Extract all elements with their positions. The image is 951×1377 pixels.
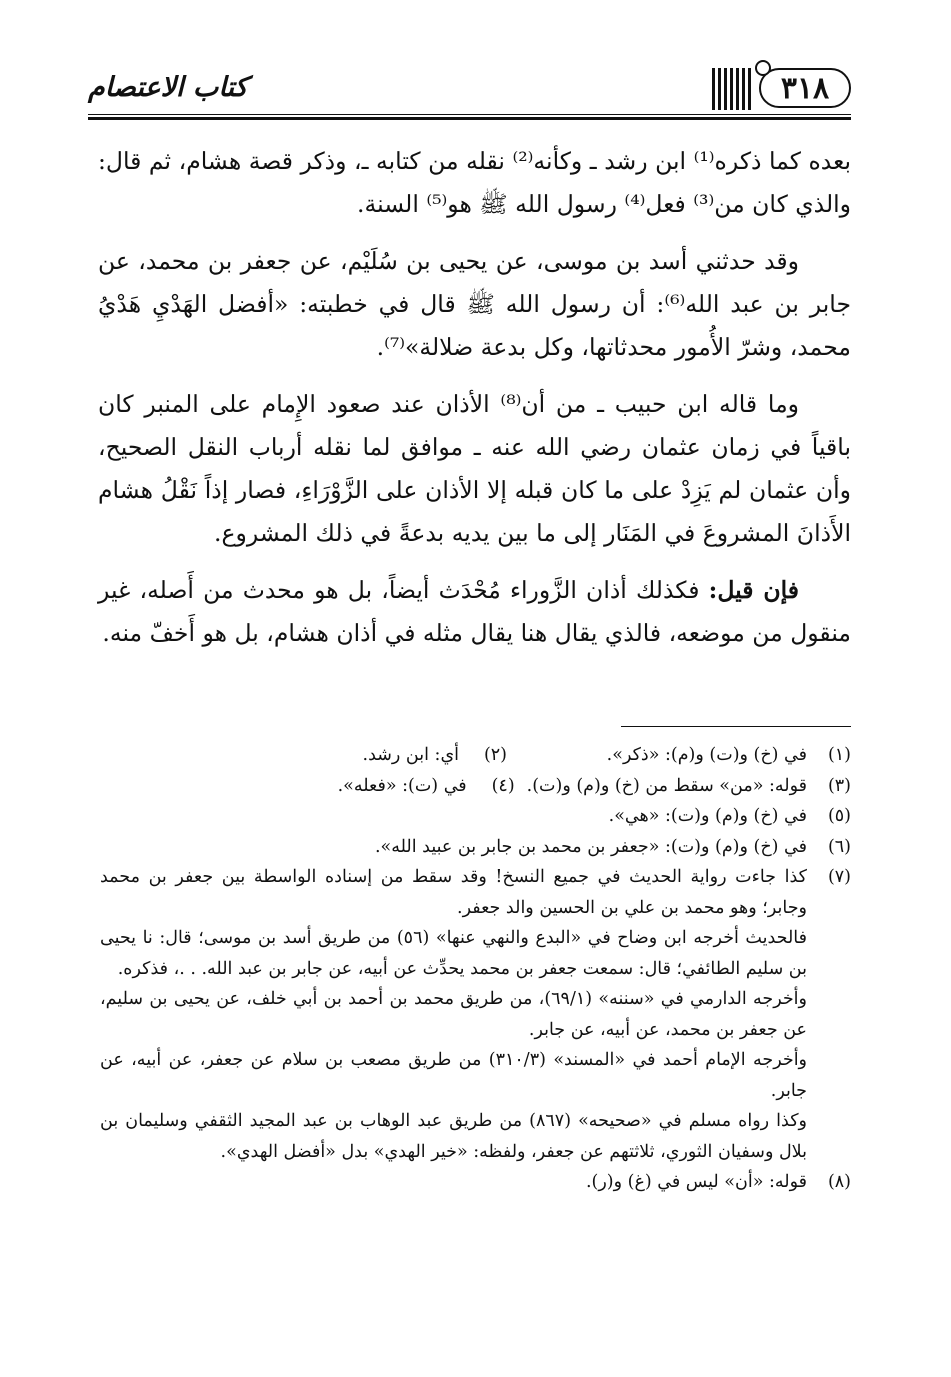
footnote-number: (٥) (827, 806, 851, 826)
page-number: ٣١٨ (759, 68, 851, 108)
main-text (98, 140, 851, 669)
paragraph-3: وما قاله ابن حبيب ـ من أن⁽⁸⁾ الأذان عند صعود الإِمام على المنبر كان باقياً في زمان عثمان رضي الله عنه ـ موافق لما نقله أرباب النقل الصحيح، وأن عثمان لم يَزِدْ على ما كان قبله إلا الأذان على الزَّوْرَاءِ، فصار إذاً نَقْلُ هشام الأَذانَ المشروعَ في المَنَار إلى ما بين يديه بدعةً في ذلك المشروع. (98, 390, 851, 547)
footnote-text: وكذا رواه مسلم في «صحيحه» (٨٦٧) من طريق عبد الوهاب بن عبد المجيد الثقفي وسليمان بن بلال وسفيان الثوري، ثلاثتهم عن جعفر، ولفظه: «خير الهدي» بدل «أفضل الهدي». (100, 1111, 808, 1162)
footnote-7-body (100, 862, 807, 1167)
paragraph-2: وقد حدثني أسد بن موسى، عن يحيى بن سُلَيْم، عن جعفر بن محمد، عن جابر بن عبد الله⁽⁶⁾: أن رسول الله ﷺ قال في خطبته: «أفضل الهَدْيِ هَدْيُ محمد، وشرّ الأُمور محدثاتها، وكل بدعة ضلالة»⁽⁷⁾. (98, 247, 851, 361)
header-ornament (711, 68, 751, 110)
book-title: كتاب الاعتصام (88, 72, 248, 103)
footnote-8 (100, 1167, 851, 1198)
footnote-text: قوله: «من» سقط من (خ) و(م) و(ت). (526, 775, 807, 796)
footnote-number: (٧) (827, 867, 851, 887)
footnote-1-2 (100, 740, 851, 771)
footnote-number: (٣) (827, 775, 851, 796)
footnote-text: وأخرجه الدارمي في «سننه» (٦٩/١)، من طريق محمد بن أحمد بن أبي خلف، عن يحيى بن سليم، عن جعفر بن محمد، عن أبيه، عن جابر. (100, 989, 807, 1040)
page-header (88, 62, 851, 120)
paragraph-4-text: فكذلك أذان الزَّوراء مُحْدَث أيضاً، بل هو محدث من أَصله، غير منقول من موضعه، فالذي يقال هنا يقال مثله في أذان هشام، بل هو أَخفّ منه. (98, 576, 851, 647)
footnote-text: في (خ) و(م) و(ت): «هي». (608, 806, 807, 826)
footnote-text: أي: ابن رشد. (362, 745, 459, 765)
footnote-6 (100, 832, 851, 863)
footnote-number: (٨) (827, 1172, 851, 1192)
footnote-5 (100, 801, 851, 832)
paragraph-1: بعده كما ذكره⁽¹⁾ ابن رشد ـ وكأنه⁽²⁾ نقله من كتابه ـ، وذكر قصة هشام، ثم قال: والذي كان من⁽³⁾ فعل⁽⁴⁾ رسول الله ﷺ هو⁽⁵⁾ السنة. (98, 147, 851, 218)
footnote-separator (621, 726, 851, 727)
footnote-text: كذا جاءت رواية الحديث في جميع النسخ! وقد سقط من إسناده الواسطة بين جعفر بن محمد وجابر؛ وهو محمد بن علي بن الحسين والد جعفر. (100, 867, 807, 918)
footnote-text: في (خ) و(ت) و(م): «ذكر». (606, 745, 807, 765)
question-lead: فإن قيل: (708, 576, 799, 604)
footnote-text: قوله: «أن» ليس في (غ) و(ر). (585, 1172, 807, 1192)
footnote-text: وأخرجه الإمام أحمد في «المسند» (٣١٠/٣) من طريق مصعب بن سلام عن جعفر، عن أبيه، عن جابر. (100, 1050, 808, 1101)
footnote-text: فالحديث أخرجه ابن وضاح في «البدع والنهي عنها» (٥٦) من طريق أسد بن موسى؛ قال: نا يحيى بن سليم الطائفي؛ قال: سمعت جعفر بن محمد يحدِّث عن أبيه، عن جابر بن عبد الله. . .، فذكره. (100, 928, 807, 979)
footnote-text: في (خ) و(م) و(ت): «جعفر بن محمد بن جابر بن عبيد الله». (374, 836, 807, 857)
footnote-number: (٦) (827, 836, 851, 857)
footnote-number: (٤) (491, 775, 515, 796)
footnote-text: في (ت): «فعله». (337, 775, 467, 796)
footnote-3-4 (100, 771, 851, 802)
footnote-number: (٢) (483, 745, 507, 765)
footnote-7 (100, 862, 851, 1167)
footnote-number: (١) (827, 745, 851, 765)
header-rule (88, 117, 851, 120)
header-rule-thin (88, 114, 851, 115)
paragraph-4 (98, 569, 851, 655)
footnotes (100, 740, 851, 1198)
